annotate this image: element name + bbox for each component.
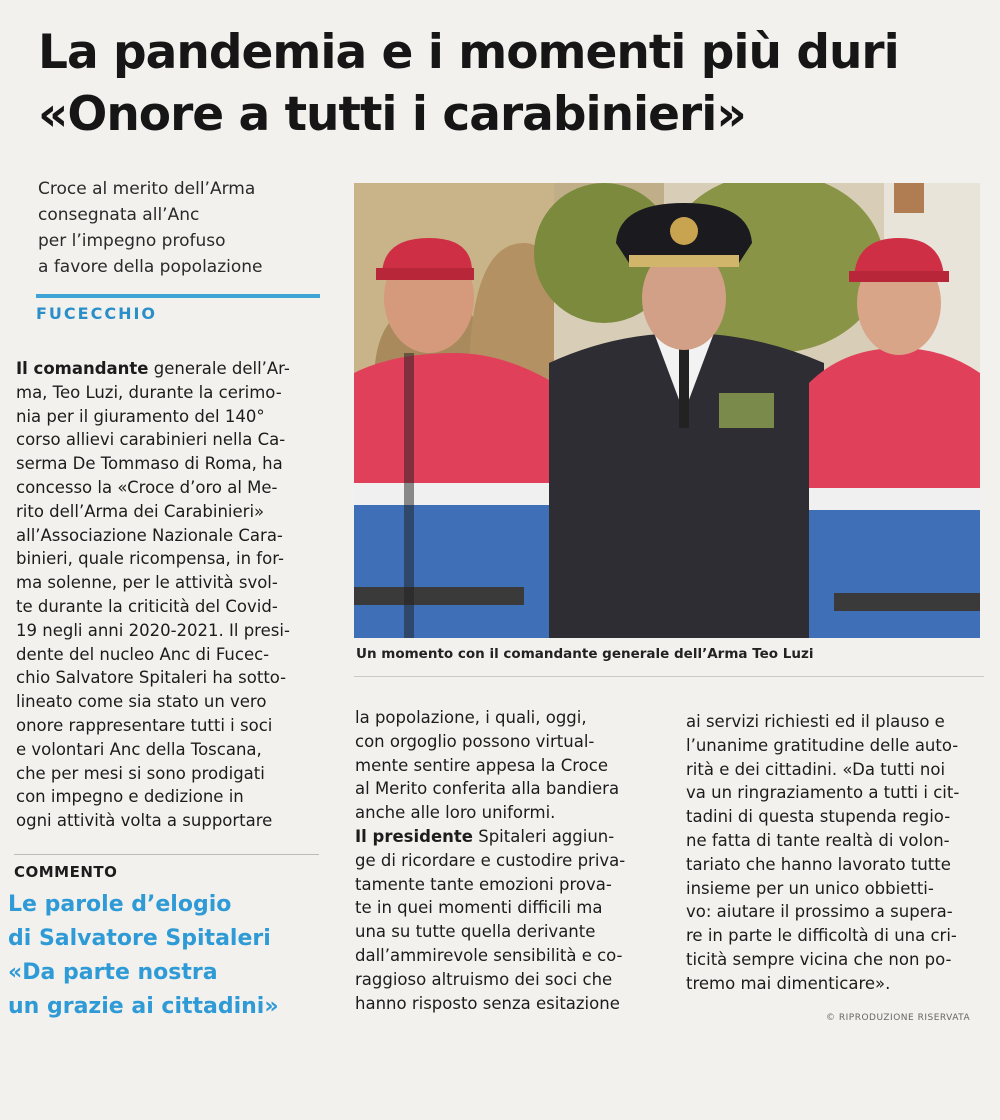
comment-rule (14, 854, 319, 855)
article-line: tadini di questa stupenda regio- (686, 807, 951, 827)
article-line: hanno risposto senza esitazione (355, 993, 620, 1013)
headline (38, 22, 988, 146)
article-line: con impegno e dedizione in (16, 787, 244, 807)
subheadline (38, 176, 318, 280)
article-line: chio Salvatore Spitaleri ha sotto- (16, 668, 287, 688)
pull-quote-line: Le parole d’elogio (8, 892, 232, 917)
subhead-line: a favore della popolazione (38, 257, 263, 277)
article-column-3 (686, 710, 992, 996)
article-line: onore rappresentare tutti i soci (16, 715, 273, 735)
article-line: mente sentire appesa la Croce (355, 755, 608, 775)
pull-quote-line: un grazie ai cittadini» (8, 994, 279, 1019)
comment-label: COMMENTO (14, 863, 118, 881)
article-line: ma, Teo Luzi, durante la cerimo- (16, 382, 282, 402)
article-line: insieme per un unico obbietti- (686, 878, 934, 898)
article-line: 19 negli anni 2020-2021. Il presi- (16, 620, 290, 640)
article-line: serma De Tommaso di Roma, ha (16, 454, 283, 474)
subhead-line: Croce al merito dell’Arma (38, 179, 256, 199)
headline-line-1: La pandemia e i momenti più duri (38, 25, 899, 80)
article-line: ogni attività volta a supportare (16, 811, 273, 831)
article-line: al Merito conferita alla bandiera (355, 779, 620, 799)
article-line: concesso la «Croce d’oro al Me- (16, 477, 278, 497)
caption-rule (354, 676, 984, 677)
article-line: ge di ricordare e custodire priva- (355, 850, 626, 870)
article-column-2 (355, 706, 660, 1015)
article-line: ticità sempre vicina che non po- (686, 949, 952, 969)
article-line: anche alle loro uniformi. (355, 803, 556, 823)
article-line: l’unanime gratitudine delle auto- (686, 735, 959, 755)
article-line: binieri, quale ricompensa, in for- (16, 549, 284, 569)
pull-quote-line: di Salvatore Spitaleri (8, 926, 271, 951)
article-line: tariato che hanno lavorato tutte (686, 854, 951, 874)
article-line: con orgoglio possono virtual- (355, 731, 595, 751)
news-photo (354, 183, 980, 638)
photo-illustration (354, 183, 980, 638)
article-line: tamente tante emozioni prova- (355, 874, 612, 894)
article-line: la popolazione, i quali, oggi, (355, 708, 587, 727)
article-line: ai servizi richiesti ed il plauso e (686, 712, 945, 731)
photo-caption: Un momento con il comandante generale dell’Arma Teo Luzi (356, 646, 814, 662)
article-line: una su tutte quella derivante (355, 922, 596, 942)
article-line: tremo mai dimenticare». (686, 973, 891, 993)
article-line: vo: aiutare il prossimo a supera- (686, 902, 953, 922)
article-line: rito dell’Arma dei Carabinieri» (16, 501, 265, 521)
article-line: Il presidente Spitaleri aggiun- (355, 826, 615, 846)
article-line: ne fatta di tante realtà di volon- (686, 830, 950, 850)
article-line: Il comandante generale dell’Ar- (16, 359, 290, 378)
article-line: lineato come sia stato un vero (16, 692, 267, 712)
comment-pull-quote (8, 888, 328, 1024)
article-line: va un ringraziamento a tutti i cit- (686, 783, 960, 803)
article-line: dall’ammirevole sensibilità e co- (355, 945, 623, 965)
headline-line-2: «Onore a tutti i carabinieri» (38, 87, 746, 142)
article-line: che per mesi si sono prodigati (16, 763, 265, 783)
article-line: re in parte le difficoltà di una cri- (686, 926, 957, 946)
article-line: raggioso altruismo dei soci che (355, 969, 613, 989)
article-line: ma solenne, per le attività svol- (16, 573, 278, 593)
article-column-1 (16, 357, 321, 833)
article-line: nia per il giuramento del 140° (16, 406, 265, 426)
dateline-location: FUCECCHIO (36, 304, 158, 323)
article-line: corso allievi carabinieri nella Ca- (16, 430, 286, 450)
article-line: te durante la criticità del Covid- (16, 596, 278, 616)
article-line: all’Associazione Nazionale Cara- (16, 525, 283, 545)
pull-quote-line: «Da parte nostra (8, 960, 218, 985)
subhead-line: per l’impegno profuso (38, 231, 226, 251)
copyright-notice: © RIPRODUZIONE RISERVATA (826, 1013, 971, 1023)
article-line: e volontari Anc della Toscana, (16, 739, 262, 759)
article-line: dente del nucleo Anc di Fucec- (16, 644, 270, 664)
article-line: te in quei momenti difficili ma (355, 898, 603, 918)
article-lead: Il comandante (16, 359, 149, 378)
article-lead: Il presidente (355, 826, 473, 846)
subhead-line: consegnata all’Anc (38, 205, 200, 225)
article-line: rità e dei cittadini. «Da tutti noi (686, 759, 946, 779)
section-rule (36, 294, 320, 298)
